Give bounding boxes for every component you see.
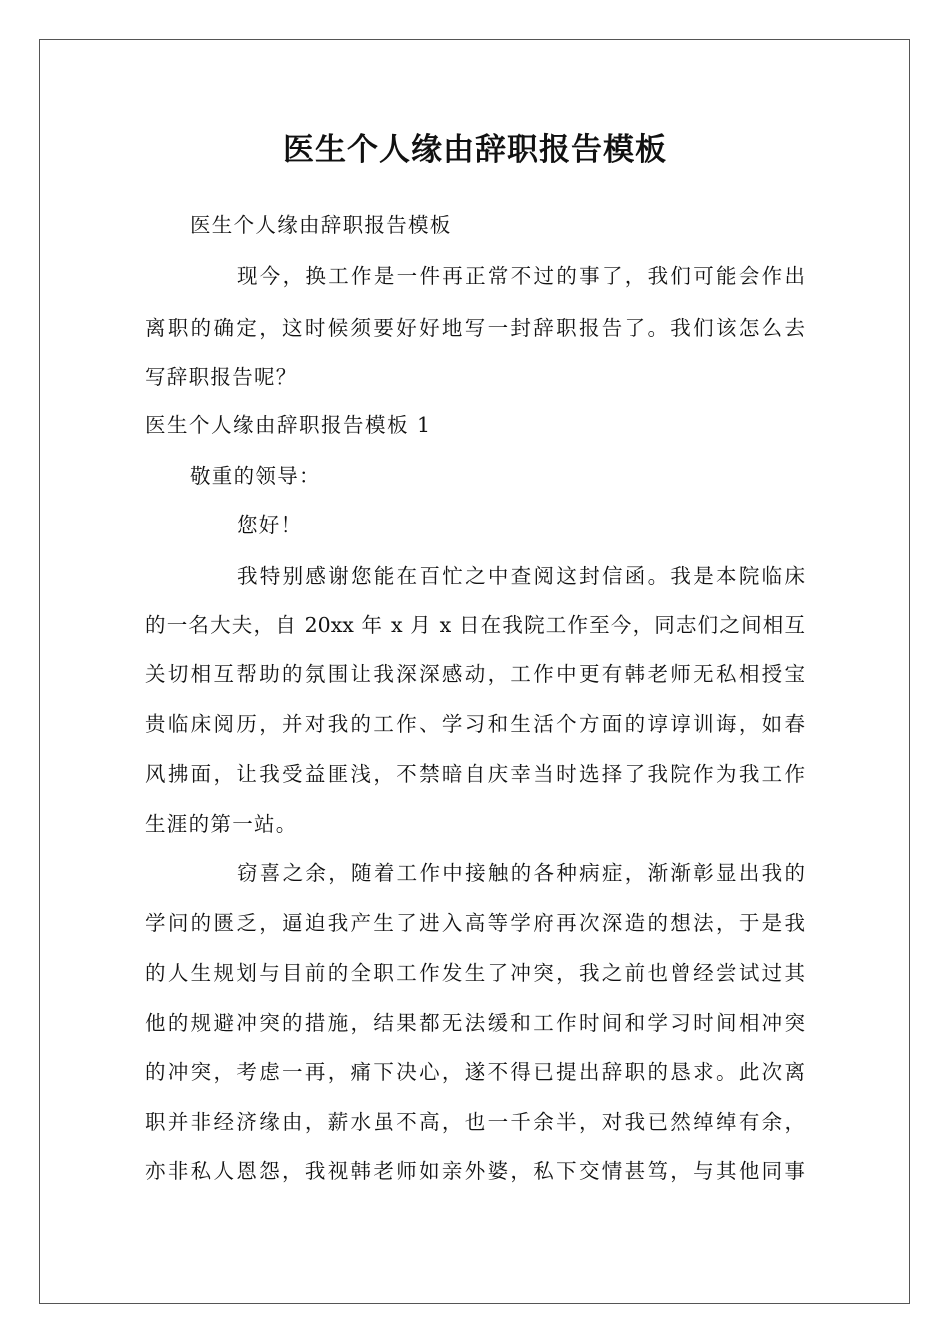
paragraph-1-line-5: 风拂面，让我受益匪浅，不禁暗自庆幸当时选择了我院作为我工作 bbox=[145, 762, 805, 786]
paragraph-1-line-3: 关切相互帮助的氛围让我深深感动，工作中更有韩老师无私相授宝 bbox=[145, 662, 805, 686]
salutation: 敬重的领导： bbox=[190, 464, 321, 488]
paragraph-1-line-1: 我特别感谢您能在百忙之中查阅这封信函。我是本院临床 bbox=[237, 564, 805, 588]
intro-line-2: 离职的确定，这时候须要好好地写一封辞职报告了。我们该怎么去 bbox=[145, 316, 805, 340]
document-subtitle: 医生个人缘由辞职报告模板 bbox=[190, 213, 452, 237]
paragraph-2-line-3: 的人生规划与目前的全职工作发生了冲突，我之前也曾经尝试过其 bbox=[145, 961, 805, 985]
intro-line-3: 写辞职报告呢？ bbox=[145, 365, 298, 389]
paragraph-2-line-4: 他的规避冲突的措施，结果都无法缓和工作时间和学习时间相冲突 bbox=[145, 1011, 805, 1035]
intro-line-1: 现今，换工作是一件再正常不过的事了，我们可能会作出 bbox=[237, 264, 805, 288]
paragraph-2-line-5: 的冲突，考虑一再，痛下决心，遂不得已提出辞职的恳求。此次离 bbox=[145, 1060, 805, 1084]
paragraph-1-line-6: 生涯的第一站。 bbox=[145, 812, 298, 836]
paragraph-2-line-7: 亦非私人恩怨，我视韩老师如亲外婆，私下交情甚笃，与其他同事 bbox=[145, 1159, 805, 1183]
greeting: 您好！ bbox=[237, 513, 303, 537]
paragraph-2-line-6: 职并非经济缘由，薪水虽不高，也一千余半，对我已然绰绰有余， bbox=[145, 1110, 805, 1134]
paragraph-1-line-4: 贵临床阅历，并对我的工作、学习和生活个方面的谆谆训诲，如春 bbox=[145, 712, 805, 736]
paragraph-1-line-2: 的一名大夫，自 20xx 年 x 月 x 日在我院工作至今，同志们之间相互 bbox=[145, 613, 805, 637]
paragraph-2-line-1: 窃喜之余，随着工作中接触的各种病症，渐渐彰显出我的 bbox=[237, 861, 805, 885]
paragraph-2-line-2: 学问的匮乏，逼迫我产生了进入高等学府再次深造的想法，于是我 bbox=[145, 911, 805, 935]
document-title: 医生个人缘由辞职报告模板 bbox=[283, 132, 667, 168]
section-heading: 医生个人缘由辞职报告模板 1 bbox=[145, 413, 432, 437]
